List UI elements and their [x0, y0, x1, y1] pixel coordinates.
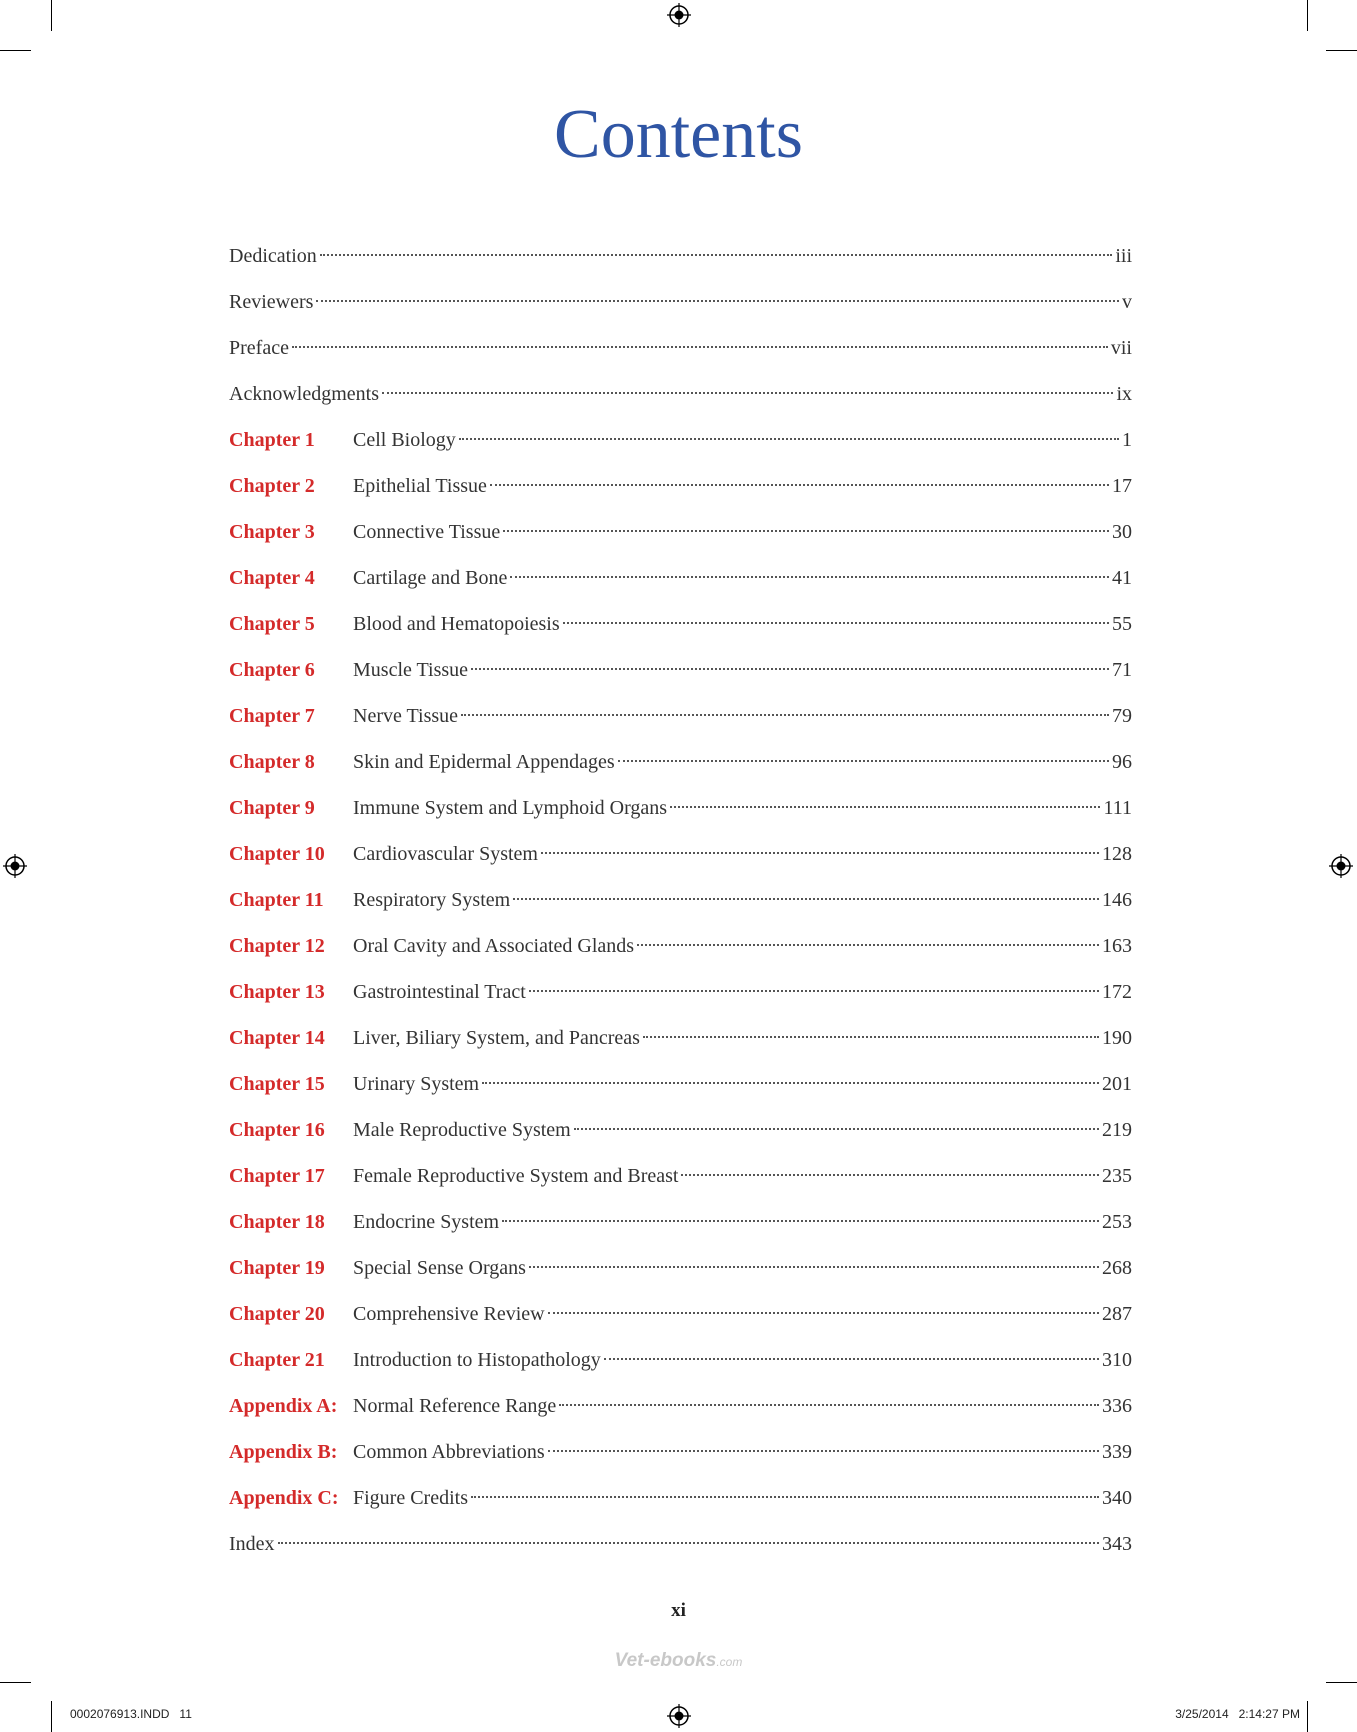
- toc-entry-title: Oral Cavity and Associated Glands: [353, 935, 635, 957]
- dot-leader: [618, 760, 1109, 762]
- toc-entry-page: 172: [1102, 981, 1132, 1003]
- toc-entry-page: 55: [1112, 613, 1132, 635]
- toc-entry-label: Chapter 17: [229, 1165, 325, 1187]
- dot-leader: [604, 1358, 1099, 1360]
- toc-entry-page: 163: [1102, 935, 1132, 957]
- toc-entry-title: Acknowledgments: [229, 383, 379, 405]
- toc-entry-title: Introduction to Histopathology: [353, 1349, 601, 1371]
- dot-leader: [503, 530, 1109, 532]
- toc-entry[interactable]: [229, 790, 1132, 836]
- toc-entry-page: 79: [1112, 705, 1132, 727]
- toc-entry-label: Appendix A:: [229, 1395, 338, 1417]
- dot-leader: [681, 1174, 1099, 1176]
- toc-entry-page: 17: [1112, 475, 1132, 497]
- toc-entry-page: 235: [1102, 1165, 1132, 1187]
- crop-mark: [51, 0, 52, 31]
- toc-entry-title: Index: [229, 1533, 275, 1555]
- crop-mark: [1326, 50, 1357, 51]
- slug-file-info: 0002076913.INDD 11: [70, 1707, 192, 1721]
- toc-entry[interactable]: [229, 1526, 1132, 1572]
- toc-entry-label: Chapter 8: [229, 751, 315, 773]
- dot-leader: [316, 300, 1119, 302]
- toc-entry[interactable]: [229, 514, 1132, 560]
- toc-entry-label: Chapter 2: [229, 475, 315, 497]
- toc-entry-label: Chapter 21: [229, 1349, 325, 1371]
- crop-mark: [0, 50, 31, 51]
- dot-leader: [461, 714, 1109, 716]
- toc-entry[interactable]: [229, 652, 1132, 698]
- toc-entry-label: Chapter 13: [229, 981, 325, 1003]
- toc-entry-label: Chapter 10: [229, 843, 325, 865]
- dot-leader: [637, 944, 1099, 946]
- dot-leader: [559, 1404, 1099, 1406]
- toc-entry-title: Gastrointestinal Tract: [353, 981, 526, 1003]
- toc-entry-title: Dedication: [229, 245, 317, 267]
- toc-entry[interactable]: [229, 698, 1132, 744]
- crop-mark: [1307, 1701, 1308, 1732]
- toc-entry-page: 71: [1112, 659, 1132, 681]
- toc-entry-label: Appendix B:: [229, 1441, 338, 1463]
- dot-leader: [541, 852, 1099, 854]
- toc-entry-page: ix: [1116, 383, 1132, 405]
- crop-mark: [1326, 1682, 1357, 1683]
- crop-mark: [0, 1682, 31, 1683]
- toc-entry-label: Chapter 7: [229, 705, 315, 727]
- toc-entry[interactable]: [229, 1204, 1132, 1250]
- toc-entry-title: Nerve Tissue: [353, 705, 459, 727]
- registration-mark-icon: [667, 3, 691, 27]
- toc-entry-label: Chapter 16: [229, 1119, 325, 1141]
- watermark-suffix: .com: [716, 1655, 743, 1669]
- toc-entry-label: Chapter 3: [229, 521, 315, 543]
- toc-entry[interactable]: [229, 1066, 1132, 1112]
- toc-entry-title: Male Reproductive System: [353, 1119, 571, 1141]
- toc-entry-label: Chapter 18: [229, 1211, 325, 1233]
- toc-entry[interactable]: [229, 1434, 1132, 1480]
- toc-entry-title: Endocrine System: [353, 1211, 500, 1233]
- toc-entry-title: Epithelial Tissue: [353, 475, 487, 497]
- toc-entry-page: 190: [1102, 1027, 1132, 1049]
- dot-leader: [482, 1082, 1099, 1084]
- toc-entry-page: 128: [1102, 843, 1132, 865]
- dot-leader: [471, 668, 1109, 670]
- dot-leader: [490, 484, 1109, 486]
- toc-entry-label: Chapter 6: [229, 659, 315, 681]
- toc-entry-title: Respiratory System: [353, 889, 511, 911]
- dot-leader: [548, 1450, 1099, 1452]
- toc-entry[interactable]: [229, 606, 1132, 652]
- dot-leader: [278, 1542, 1099, 1544]
- dot-leader: [643, 1036, 1099, 1038]
- toc-entry-title: Preface: [229, 337, 289, 359]
- toc-entry[interactable]: [229, 1296, 1132, 1342]
- dot-leader: [502, 1220, 1099, 1222]
- toc-entry-label: Chapter 1: [229, 429, 315, 451]
- toc-entry-title: Connective Tissue: [353, 521, 501, 543]
- toc-entry[interactable]: [229, 1388, 1132, 1434]
- toc-entry[interactable]: [229, 1480, 1132, 1526]
- toc-entry-label: Chapter 11: [229, 889, 324, 911]
- toc-entry-label: Chapter 15: [229, 1073, 325, 1095]
- toc-entry-title: Cardiovascular System: [353, 843, 538, 865]
- dot-leader: [529, 1266, 1099, 1268]
- toc-entry-label: Chapter 5: [229, 613, 315, 635]
- toc-entry-label: Chapter 4: [229, 567, 315, 589]
- toc-entry[interactable]: [229, 1112, 1132, 1158]
- toc-entry-page: 1: [1122, 429, 1132, 451]
- dot-leader: [563, 622, 1109, 624]
- registration-mark-icon: [667, 1704, 691, 1728]
- toc-entry[interactable]: [229, 1158, 1132, 1204]
- dot-leader: [529, 990, 1099, 992]
- toc-entry-label: Appendix C:: [229, 1487, 339, 1509]
- toc-entry-label: Chapter 20: [229, 1303, 325, 1325]
- table-of-contents: [229, 238, 1132, 1572]
- toc-entry-page: 41: [1112, 567, 1132, 589]
- toc-entry-label: Chapter 14: [229, 1027, 325, 1049]
- toc-entry-page: 201: [1102, 1073, 1132, 1095]
- dot-leader: [382, 392, 1113, 394]
- toc-entry-title: Normal Reference Range: [353, 1395, 557, 1417]
- toc-entry[interactable]: [229, 376, 1132, 422]
- toc-entry[interactable]: [229, 284, 1132, 330]
- toc-entry-page: 111: [1103, 797, 1132, 819]
- toc-entry[interactable]: [229, 1250, 1132, 1296]
- toc-entry[interactable]: [229, 1020, 1132, 1066]
- toc-entry[interactable]: [229, 238, 1132, 284]
- crop-mark: [1307, 0, 1308, 31]
- toc-entry-title: Common Abbreviations: [353, 1441, 545, 1463]
- toc-entry[interactable]: [229, 928, 1132, 974]
- dot-leader: [513, 898, 1099, 900]
- toc-entry[interactable]: [229, 422, 1132, 468]
- dot-leader: [670, 806, 1100, 808]
- page-number: xi: [671, 1600, 686, 1621]
- registration-mark-icon: [1329, 854, 1353, 878]
- toc-entry-title: Special Sense Organs: [353, 1257, 526, 1279]
- toc-entry-page: 96: [1112, 751, 1132, 773]
- toc-entry-page: 30: [1112, 521, 1132, 543]
- dot-leader: [292, 346, 1108, 348]
- toc-entry-title: Liver, Biliary System, and Pancreas: [353, 1027, 640, 1049]
- toc-entry-page: 287: [1102, 1303, 1132, 1325]
- toc-entry[interactable]: [229, 560, 1132, 606]
- crop-mark: [51, 1701, 52, 1732]
- toc-entry-page: 268: [1102, 1257, 1132, 1279]
- toc-entry-title: Urinary System: [353, 1073, 480, 1095]
- page-title: Contents: [554, 96, 803, 173]
- toc-entry-page: 336: [1102, 1395, 1132, 1417]
- toc-entry-page: 340: [1102, 1487, 1132, 1509]
- dot-leader: [548, 1312, 1099, 1314]
- watermark-logo: [0, 1650, 1357, 1672]
- toc-entry-page: v: [1122, 291, 1132, 313]
- toc-entry-page: 310: [1102, 1349, 1132, 1371]
- watermark-text: Vet-ebooks: [614, 1650, 717, 1671]
- toc-entry-title: Muscle Tissue: [353, 659, 469, 681]
- toc-entry-page: 253: [1102, 1211, 1132, 1233]
- toc-entry[interactable]: [229, 468, 1132, 514]
- toc-entry-title: Cell Biology: [353, 429, 456, 451]
- toc-entry[interactable]: [229, 836, 1132, 882]
- toc-entry-title: Figure Credits: [353, 1487, 468, 1509]
- toc-entry-title: Immune System and Lymphoid Organs: [353, 797, 668, 819]
- toc-entry-page: 339: [1102, 1441, 1132, 1463]
- registration-mark-icon: [3, 854, 27, 878]
- toc-entry-title: Reviewers: [229, 291, 314, 313]
- toc-entry-title: Cartilage and Bone: [353, 567, 508, 589]
- toc-entry-page: 343: [1102, 1533, 1132, 1555]
- toc-entry-title: Comprehensive Review: [353, 1303, 545, 1325]
- toc-entry[interactable]: [229, 1342, 1132, 1388]
- dot-leader: [574, 1128, 1099, 1130]
- dot-leader: [320, 254, 1113, 256]
- toc-entry[interactable]: [229, 744, 1132, 790]
- toc-entry-title: Skin and Epidermal Appendages: [353, 751, 615, 773]
- toc-entry[interactable]: [229, 882, 1132, 928]
- toc-entry-page: iii: [1115, 245, 1132, 267]
- toc-entry-label: Chapter 9: [229, 797, 315, 819]
- toc-entry-page: 219: [1102, 1119, 1132, 1141]
- toc-entry-title: Blood and Hematopoiesis: [353, 613, 560, 635]
- dot-leader: [459, 438, 1119, 440]
- toc-entry-label: Chapter 19: [229, 1257, 325, 1279]
- toc-entry-page: 146: [1102, 889, 1132, 911]
- toc-entry-page: vii: [1110, 337, 1132, 359]
- slug-timestamp: 3/25/2014 2:14:27 PM: [1175, 1707, 1300, 1721]
- toc-entry[interactable]: [229, 974, 1132, 1020]
- toc-entry[interactable]: [229, 330, 1132, 376]
- toc-entry-title: Female Reproductive System and Breast: [353, 1165, 679, 1187]
- dot-leader: [471, 1496, 1099, 1498]
- toc-entry-label: Chapter 12: [229, 935, 325, 957]
- dot-leader: [510, 576, 1109, 578]
